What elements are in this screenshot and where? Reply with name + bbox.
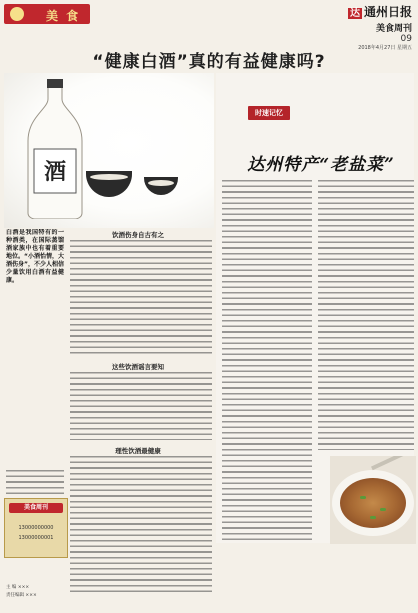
feature-title: 达州特产“老盐菜” [247,155,395,175]
body-text-lines [222,180,312,540]
feature-tag: 时速记忆 [248,106,290,120]
liquor-bottle-icon [20,79,90,219]
body-column-3 [70,456,212,596]
body-text-lines [6,470,64,494]
section-banner [4,4,90,24]
cup-liquid [90,174,128,180]
garnish-icon [360,496,366,499]
body-column-2 [70,372,212,440]
left-column-tail [6,470,64,494]
phone-number: 13000000001 [18,535,54,541]
masthead-section: 美食周刊 [375,24,412,34]
liquor-photo [4,73,214,228]
page-header [0,0,418,51]
lead-column [6,229,64,464]
section-banner-label: 美 食 [46,9,81,23]
date-line: 2018年4月27日 星期五 [358,45,412,51]
designer-credit: 责任编辑 ××× [6,593,37,598]
subhead-1: 饮酒伤身自古有之 [112,231,164,239]
masthead-logo-text: 通州日报 [363,5,412,19]
tongs-icon [371,456,409,470]
masthead [320,3,412,51]
cup-icon [144,177,178,195]
article-headline: “健康白酒”真的有益健康吗? [92,52,326,72]
cup-liquid [148,180,174,186]
flower-icon [10,7,24,21]
masthead-logo [320,3,412,20]
feature-column-2 [318,180,414,450]
editor-credit: 主 编 ××× [6,585,30,590]
subhead-3: 理性饮酒最健康 [115,447,161,455]
svg-text:酒: 酒 [43,159,67,185]
subhead-2: 这些饮酒谣言要知 [112,363,164,371]
contact-box [4,498,68,558]
garnish-icon [370,516,376,519]
cup-icon [86,171,132,197]
lead-text: 白酒是我国特有的一种酒类，在国际蒸馏酒家族中也有着重要地位。“小酒怡情，大酒伤身”，不少人相信少量饮用白酒有益健康。 [6,229,64,284]
contact-box-title: 美食周刊 [9,503,63,513]
phone-number: 13000000000 [18,525,54,531]
page-number: 09 [400,34,412,44]
body-text-lines [70,372,212,440]
body-column-1 [70,240,212,355]
body-text-lines [70,240,212,355]
body-text-lines [318,180,414,450]
garnish-icon [380,508,386,511]
dish-icon [340,478,406,528]
masthead-logo-mark: 达 [349,8,360,19]
pickled-vegetable-photo [330,456,416,544]
feature-column-1 [222,180,312,540]
body-text-lines [70,456,212,596]
